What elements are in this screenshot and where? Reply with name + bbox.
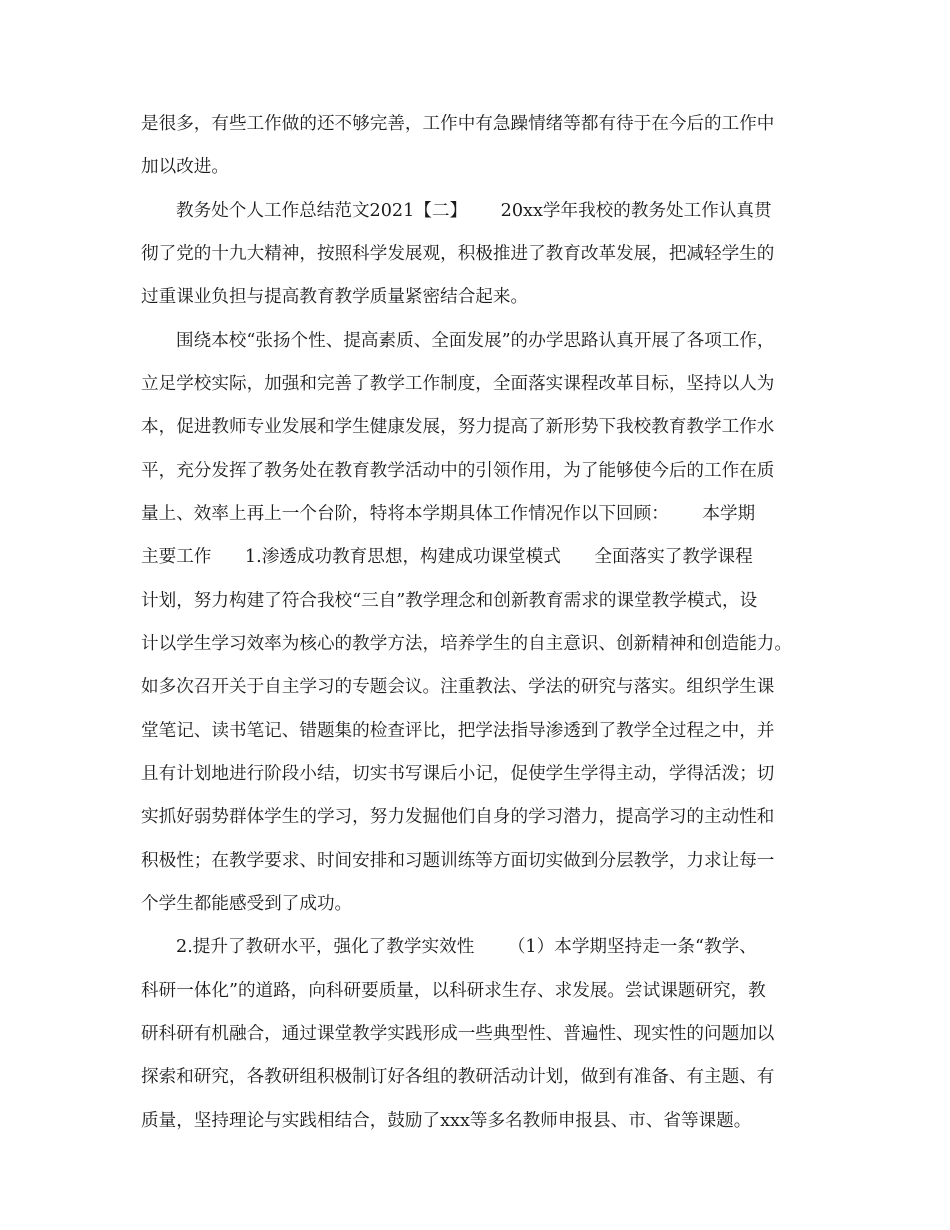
text-line-10: 量上、效率上再上一个台阶，特将本学期具体工作情况作以下回顾： 本学期 — [141, 504, 756, 524]
text-line-12: 计划，努力构建了符合我校“三自”教学理念和创新教育需求的课堂教学模式，设 — [141, 591, 758, 611]
text-line-24: 质量，坚持理论与实践相结合，鼓励了xxx等多名教师申报县、市、省等课题。 — [141, 1111, 752, 1131]
text-line-19: 个学生都能感受到了成功。 — [141, 894, 353, 914]
text-line-3: 教务处个人工作总结范文2021【二】 20xx学年我校的教务处工作认真贯 — [176, 201, 772, 221]
text-line-8: 本，促进教师专业发展和学生健康发展，努力提高了新形势下我校教育教学工作水 — [141, 417, 775, 437]
text-line-2: 加以改进。 — [141, 157, 229, 177]
text-line-6: 围绕本校“张扬个性、提高素质、全面发展”的办学思路认真开展了各项工作， — [176, 331, 775, 351]
text-line-14: 如多次召开关于自主学习的专题会议。注重教法、学法的研究与落实。组织学生课 — [141, 677, 775, 697]
text-line-15: 堂笔记、读书笔记、错题集的检查评比，把学法指导渗透到了教学全过程之中，并 — [141, 721, 775, 741]
text-line-1: 是很多，有些工作做的还不够完善，工作中有急躁情绪等都有待于在今后的工作中 — [141, 114, 775, 134]
text-line-23: 探索和研究，各教研组积极制订好各组的教研活动计划，做到有准备、有主题、有 — [141, 1067, 775, 1087]
text-line-4: 彻了党的十九大精神，按照科学发展观，积极推进了教育改革发展，把减轻学生的 — [141, 244, 775, 264]
text-line-17: 实抓好弱势群体学生的学习，努力发掘他们自身的学习潜力，提高学习的主动性和 — [141, 807, 775, 827]
text-line-9: 平，充分发挥了教务处在教育教学活动中的引领作用，为了能够使今后的工作在质 — [141, 461, 775, 481]
text-line-5: 过重课业负担与提高教育教学质量紧密结合起来。 — [141, 287, 529, 307]
text-line-22: 研科研有机融合，通过课堂教学实践形成一些典型性、普遍性、现实性的问题加以 — [141, 1024, 775, 1044]
text-line-18: 积极性；在教学要求、时间安排和习题训练等方面切实做到分层教学，力求让每一 — [141, 851, 775, 871]
text-line-7: 立足学校实际，加强和完善了教学工作制度，全面落实课程改革目标，坚持以人为 — [141, 374, 775, 394]
text-line-13: 计以学生学习效率为核心的教学方法，培养学生的自主意识、创新精神和创造能力。 — [141, 634, 792, 654]
text-line-21: 科研一体化”的道路，向科研要质量，以科研求生存、求发展。尝试课题研究，教 — [141, 981, 766, 1001]
text-line-16: 且有计划地进行阶段小结，切实书写课后小记，促使学生学得主动，学得活泼；切 — [141, 764, 775, 784]
text-line-11: 主要工作 1.渗透成功教育思想，构建成功课堂模式 全面落实了教学课程 — [141, 547, 753, 567]
text-line-20: 2.提升了教研水平，强化了教学实效性 （1）本学期坚持走一条“教学、 — [176, 937, 757, 957]
